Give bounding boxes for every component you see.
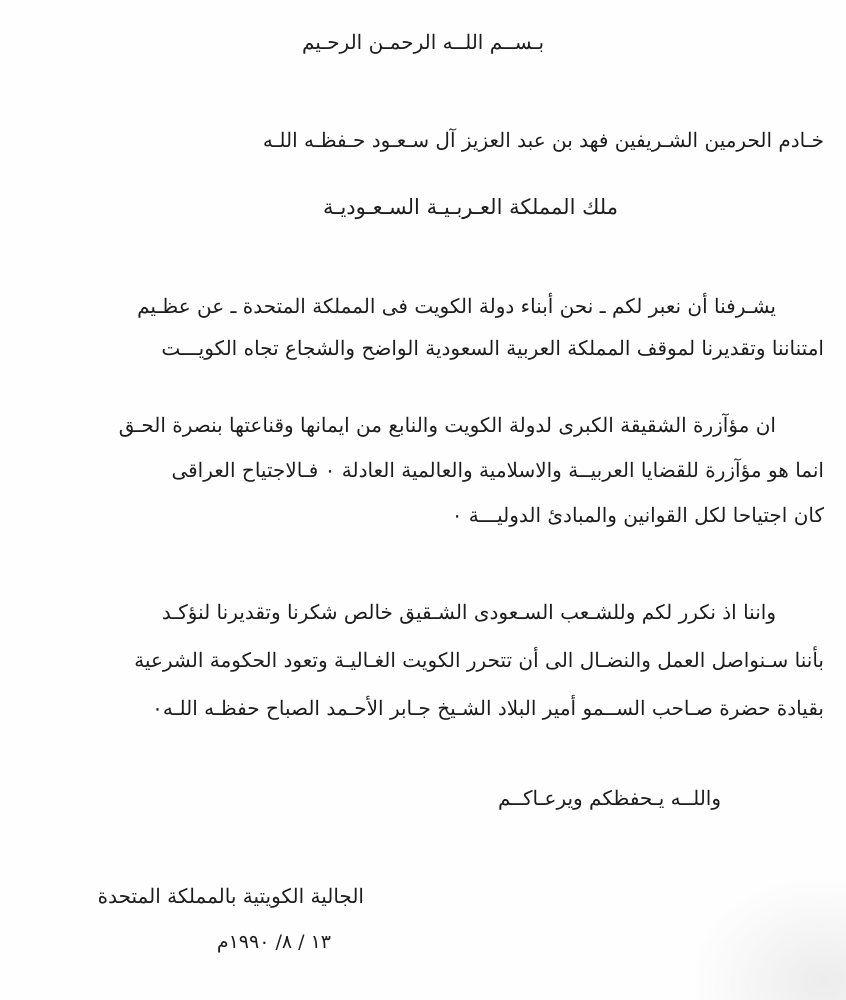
paragraph-line: واننا اذ نكرر لكم وللشـعب السـعودى الشـقيق خالص شكرنا وتقديرنا لنؤكـد [161, 600, 776, 624]
addressee-line: خـادم الحرمين الشـريفين فهد بن عبد العزيز آل سـعـود حـفظـه اللـه [262, 128, 824, 152]
paragraph-support [12, 403, 824, 538]
signature: الجالية الكويتية بالمملكة المتحدة [97, 884, 364, 908]
paper-shadow [696, 880, 846, 1000]
bismillah-heading: بـســم اللــه الرحمـن الرحـيم [301, 30, 545, 54]
paragraph-line: ان مؤآزرة الشقيقة الكبرى لدولة الكويت والنابع من ايمانها وقناعتها بنصرة الحـق [118, 413, 776, 437]
paragraph-line: انما هو مؤآزرة للقضايا العربيــة والاسلامية والعالمية العادلة ٠ فـالاجتياح العراقى [171, 458, 824, 482]
paragraph-line: كان اجتياحا لكل القوانين والمبادئ الدوليـــة ٠ [451, 503, 824, 527]
paragraph-gratitude [12, 285, 824, 369]
paragraph-line: امتناننا وتقديرنا لموقف المملكة العربية السعودية الواضح والشجاع تجاه الكويـــت [161, 336, 824, 360]
closing-line: واللــه يـحفظكم ويرعـاكــم [498, 786, 721, 810]
addressee-title: ملك المملكة العـربـيـة السـعـوديـة [323, 195, 618, 219]
paragraph-thanks [12, 588, 824, 732]
paragraph-line: يشـرفنا أن نعبر لكم ـ نحن أبناء دولة الكويت فى المملكة المتحدة ـ عن عظـيم [137, 294, 776, 318]
paragraph-line: بقيادة حضرة صـاحب الســمو أمير البلاد الشـيخ جـابر الأحـمد الصباح حفظـه اللـه٠ [152, 696, 824, 720]
paragraph-line: بأننا سـنواصل العمل والنضـال الى أن تتحرر الكويت الغـاليـة وتعود الحكومة الشرعية [134, 648, 824, 672]
letter-date: ١٣ / ٨/ ١٩٩٠م [216, 931, 331, 953]
